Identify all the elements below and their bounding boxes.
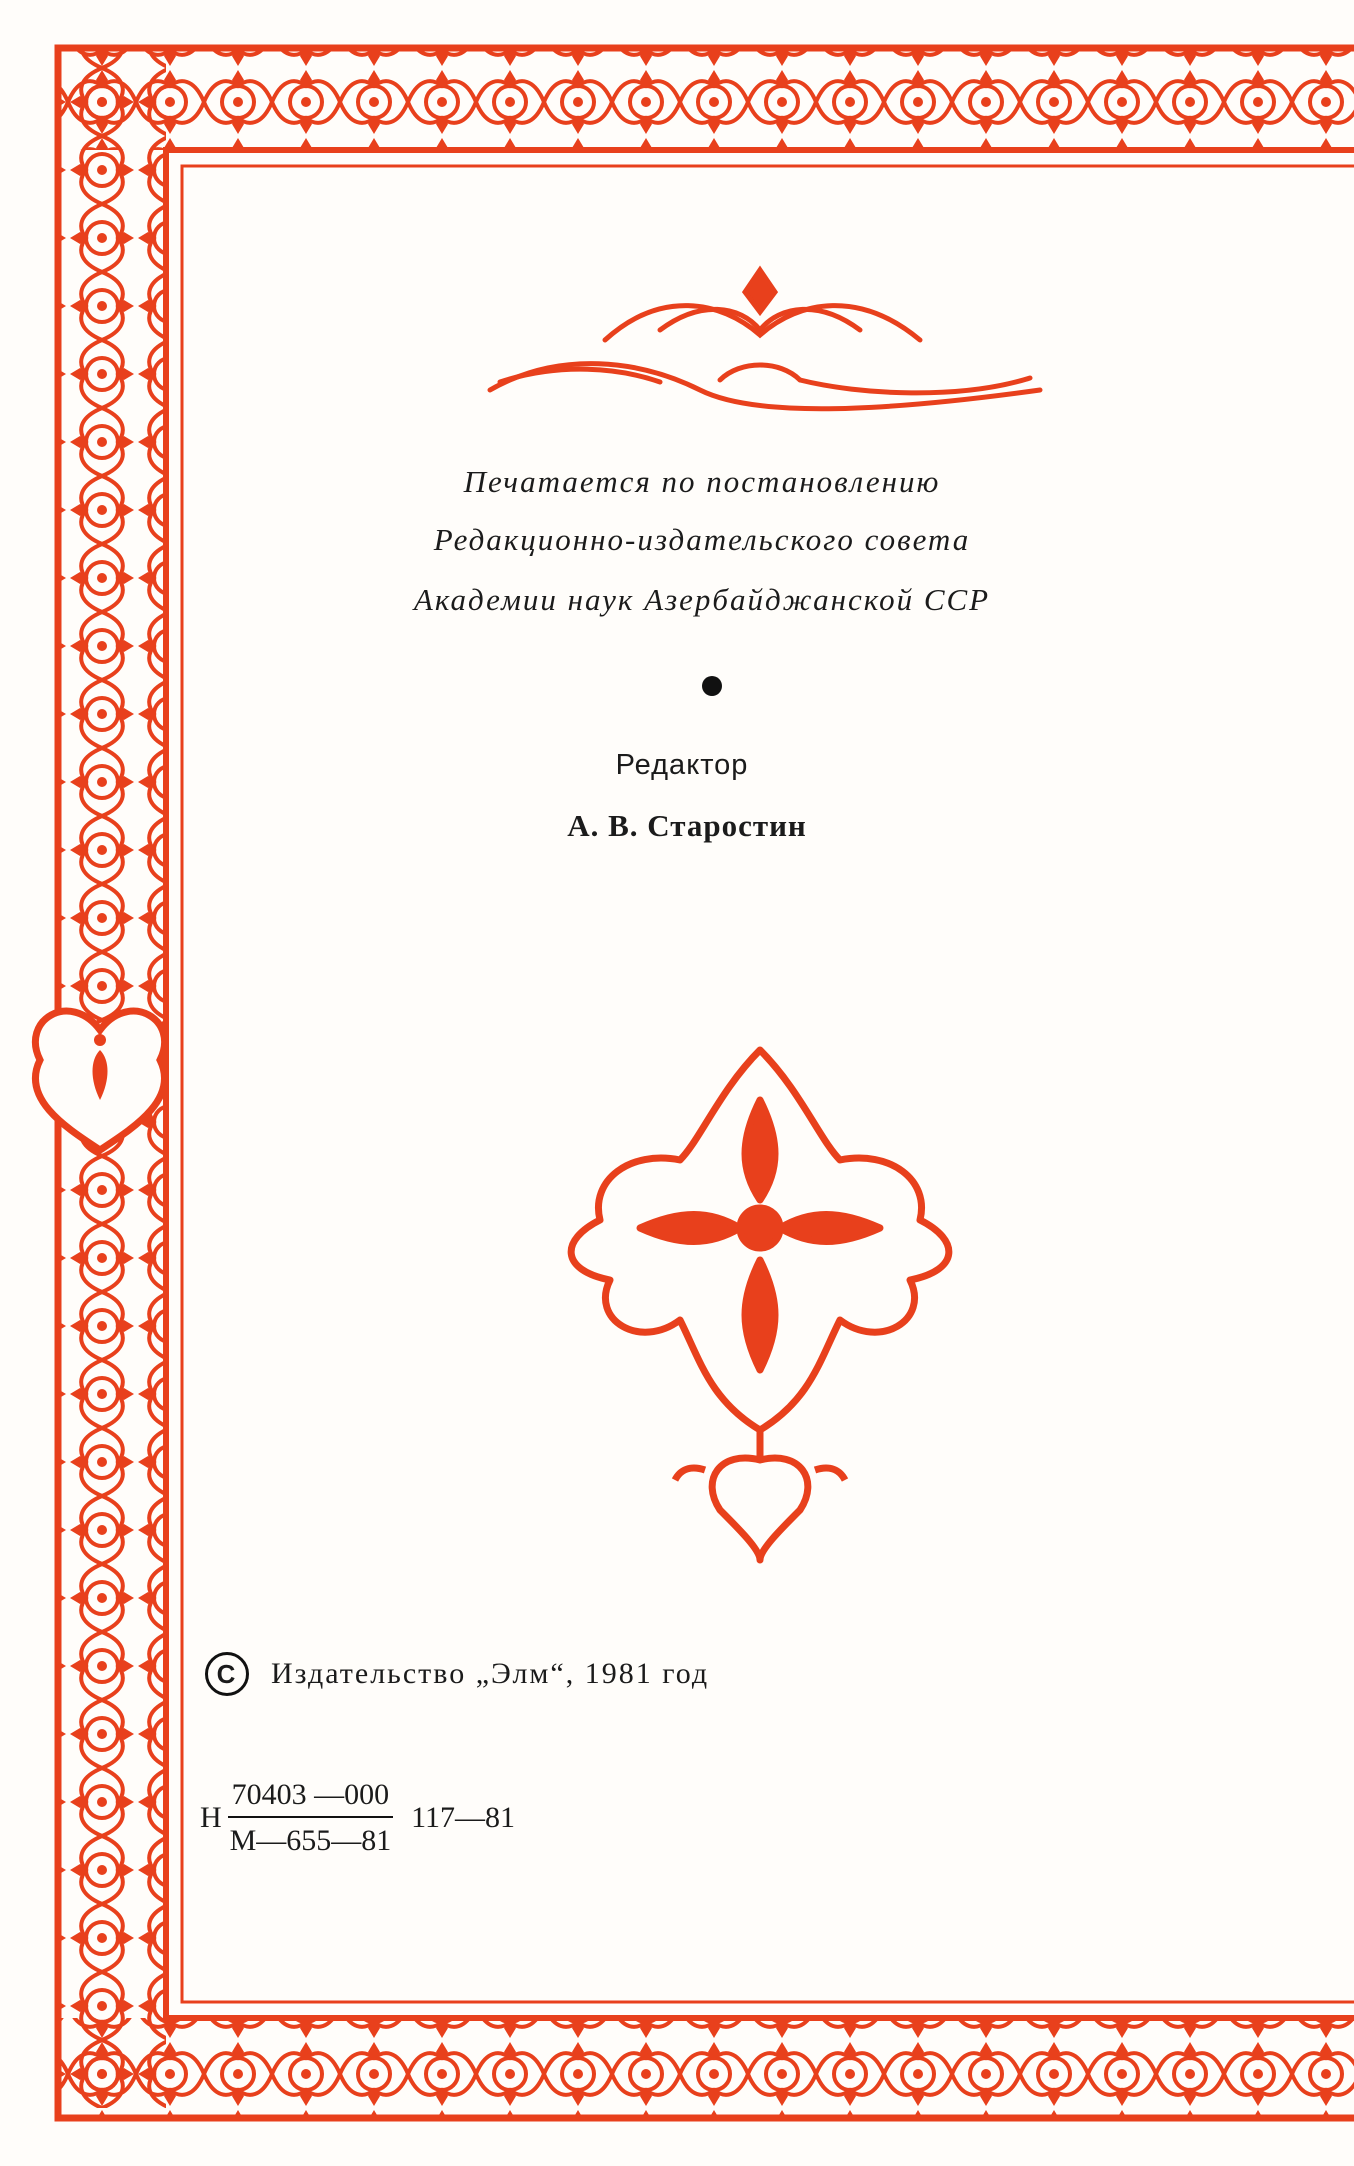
copyright-line (205, 1652, 709, 1696)
index-prefix: Н (200, 1801, 222, 1834)
index-denominator: М—655—81 (229, 1824, 392, 1857)
resolution-line-2: Редакционно-издательского совета (433, 522, 971, 557)
top-scroll-ornament (490, 270, 1040, 409)
index-suffix: 117—81 (411, 1801, 516, 1834)
index-fraction (228, 1778, 394, 1858)
central-rosette-ornament (571, 1050, 949, 1560)
publication-index (200, 1778, 515, 1858)
editor-label: Редактор (615, 749, 749, 781)
resolution-line-1: Печатается по постановлению (463, 464, 941, 499)
editor-name: А. В. Старостин (567, 808, 807, 843)
copyright-icon: C (205, 1652, 249, 1696)
copyright-text: Издательство „Элм“, 1981 год (271, 1657, 710, 1690)
bullet-separator (702, 676, 722, 696)
resolution-line-3: Академии наук Азербайджанской ССР (413, 582, 991, 617)
bottom-border-band (58, 2018, 1354, 2118)
top-border-band (58, 48, 1354, 150)
index-numerator: 70403 —000 (228, 1778, 394, 1818)
